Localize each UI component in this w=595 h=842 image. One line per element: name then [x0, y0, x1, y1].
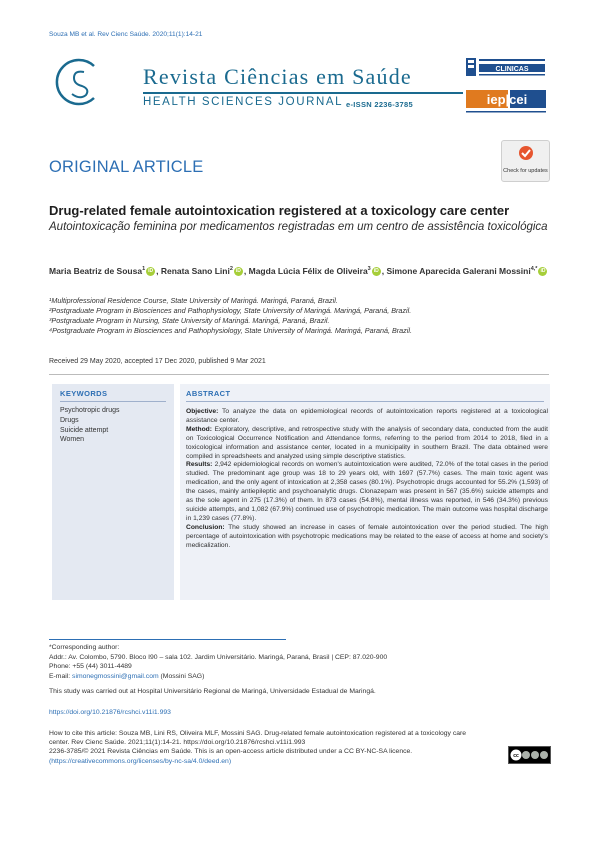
check-for-updates-badge[interactable]	[501, 140, 550, 182]
footnote-divider	[49, 639, 286, 640]
keyword-item: Drugs	[60, 416, 79, 424]
eissn-label: e-ISSN 2236-3785	[346, 100, 413, 109]
conclusion-label: Conclusion:	[186, 523, 225, 531]
keyword-item: Women	[60, 436, 84, 444]
abstract-objective	[186, 408, 548, 426]
check-updates-icon	[518, 145, 534, 161]
corresponding-author-heading: *Corresponding author:	[49, 644, 120, 651]
doi-link[interactable]: https://doi.org/10.21876/rcshci.v11i1.993	[49, 709, 171, 716]
author-name: Maria Beatriz de Sousa	[49, 265, 143, 276]
keywords-heading: KEYWORDS	[60, 389, 108, 398]
orcid-icon[interactable]: iD	[540, 268, 546, 275]
abstract-divider	[186, 401, 544, 402]
author-sup: 2	[229, 266, 233, 272]
journal-logo-icon	[52, 56, 104, 108]
email-label: E-mail:	[49, 672, 73, 680]
study-note: This study was carried out at Hospital Universitário Regional de Maringá, Universidade Estadual de Maringá.	[49, 688, 376, 695]
author-name: Simone Aparecida Galerani Mossini	[386, 265, 531, 276]
conclusion-text: The study showed an increase in cases of female autointoxication over the period studied. The high percentage of autointoxication with psychotropic medications may be related to the ease of access at home and society's medicalization.	[186, 523, 548, 549]
orcid-icon[interactable]: iD	[235, 268, 241, 275]
how-to-cite: How to cite this article: Souza MB, Lini RS, Oliveira MLF, Mossini SAG. Drug-related female autointoxication registered at a toxicology care center. Rev Cienc Saúde. 2021;11(1):14-21. https://doi.org/10.21876/rcshci.v11i1.993	[49, 730, 467, 747]
results-label: Results:	[186, 461, 213, 469]
running-head: Souza MB et al. Rev Cienc Saúde. 2020;11(1):14-21	[49, 31, 203, 38]
method-label: Method:	[186, 425, 212, 433]
abstract-results	[186, 461, 548, 523]
abstract-conclusion	[186, 524, 548, 551]
keywords-list	[60, 406, 120, 445]
author-name: Renata Sano Lini	[160, 265, 230, 276]
hospital-clinicas-logo-icon	[466, 56, 548, 78]
email-suffix: (Mossini SAG)	[158, 672, 205, 680]
author-name: Magda Lúcia Félix de Oliveira	[248, 265, 368, 276]
orcid-icon[interactable]: iD	[373, 268, 379, 275]
received-dates: Received 29 May 2020, accepted 17 Dec 2020, published 9 Mar 2021	[49, 358, 266, 365]
author-phone: Phone: +55 (44) 3011-4489	[49, 663, 132, 671]
section-label: ORIGINAL ARTICLE	[49, 158, 204, 176]
author-sup: 1	[142, 266, 146, 272]
author-address: Addr.: Av. Colombo, 5790. Bloco I90 – sala 102. Jardim Universitário. Maringá, Paraná, Brasil | CEP: 87.020-900	[49, 653, 388, 661]
objective-label: Objective:	[186, 408, 219, 415]
license-text: 2236-3785/© 2021 Revista Ciências em Saúde. This is an open-access article distributed under a CC BY-NC-SA licence.	[49, 748, 413, 756]
method-text: Exploratory, descriptive, and retrospective study with the analysis of secondary data, conducted from the audit on Toxicological Occurrence Notification and Attendance forms, referring to the period from 2014 to 2018, filed in a toxicological information and assistance center, located in a municipality in southern Brazil. The data obtained were compiled in spreadsheets and analyzed using simple descriptive statistics.	[186, 425, 548, 460]
email-link[interactable]: simonegmossini@gmail.com	[72, 672, 159, 680]
keyword-item: Suicide attempt	[60, 426, 109, 434]
check-badge-label: Check for updates	[503, 168, 548, 174]
affiliations	[49, 296, 549, 336]
keyword-item: Psychotropic drugs	[60, 407, 120, 414]
affiliation-line: ¹Multiprofessional Residence Course, State University of Maringá. Maringá, Paraná, Brazil.	[49, 296, 338, 305]
iep-logo-text: iep|cei	[486, 92, 528, 107]
iep-cei-logo-icon	[466, 88, 548, 116]
svg-text:cc: cc	[513, 753, 519, 759]
objective-text: To analyze the data on epidemiological records of autointoxication reports registered at a toxicological assistance center.	[186, 408, 548, 424]
affiliation-line: ²Postgraduate Program in Biosciences and Pathophysiology, State University of Maringá. Maringá, Paraná, Brazil.	[49, 306, 412, 315]
divider	[49, 374, 549, 375]
orcid-icon[interactable]: iD	[148, 268, 154, 275]
abstract-body	[186, 408, 548, 551]
journal-subtitle: HEALTH SCIENCES JOURNAL	[143, 96, 344, 108]
affiliation-line: ⁴Postgraduate Program in Biosciences and Pathophysiology, State University of Maringá. Maringá, Paraná, Brazil.	[49, 326, 412, 335]
citation-block	[49, 729, 479, 766]
article-title-portuguese: Autointoxicação feminina por medicamentos registradas em um centro de assistência toxicológica	[49, 221, 548, 233]
journal-title: Revista Ciências em Saúde	[143, 64, 412, 89]
header-rule	[143, 92, 463, 94]
keywords-divider	[60, 401, 166, 402]
correspondence-block	[49, 643, 549, 681]
author-sup: 3	[367, 266, 371, 272]
results-text: 2,942 epidemiological records on women's autointoxication were audited, 72.0% of the total cases in the period studied. The predominant age group was 18 to 29 years old, with 1697 (57.7%) cases. The main toxic agent was medication, and the only agent of intoxication at 2,358 cases (80.1%). Psychotropic drugs accounted for 55.2% (1,593) of the cases, mainly antiepileptic and psychoanalytic drugs. Clonazepam was present in 567 (35.6%) suicide attempts and as the sole agent in 275 (17.3%) of them. In 873 cases (54.8%), mental illness was reported, in 546 (34.3%) previous suicide attempts, and 1,082 (67.9%) continued use of psychotropic medication. The main outcome was hospital discharge in 1,239 cases (77.8%).	[186, 461, 548, 522]
abstract-heading: ABSTRACT	[186, 389, 231, 398]
author-sup: 4,*	[530, 266, 538, 272]
author-email-line	[49, 672, 549, 682]
license-link[interactable]: (https://creativecommons.org/licenses/by-nc-sa/4.0/deed.en)	[49, 757, 232, 765]
article-title-english: Drug-related female autointoxication registered at a toxicology care center	[49, 203, 510, 218]
cc-by-nc-sa-icon[interactable]	[508, 746, 551, 764]
hc-logo-text: CLINICAS	[495, 66, 529, 73]
author-list: Maria Beatriz de Sousa$^1$ iD , Renata Sano Lini$^2$ iD , Magda Lúcia Félix de Oliveira$^3$ iD , Simone Aparecida Galerani Mossini$^{4,*}$ iD	[49, 265, 546, 276]
abstract-method	[186, 426, 548, 462]
affiliation-line: ³Postgraduate Program in Nursing, State University of Maringá. Maringá, Paraná, Brazil.	[49, 316, 330, 325]
